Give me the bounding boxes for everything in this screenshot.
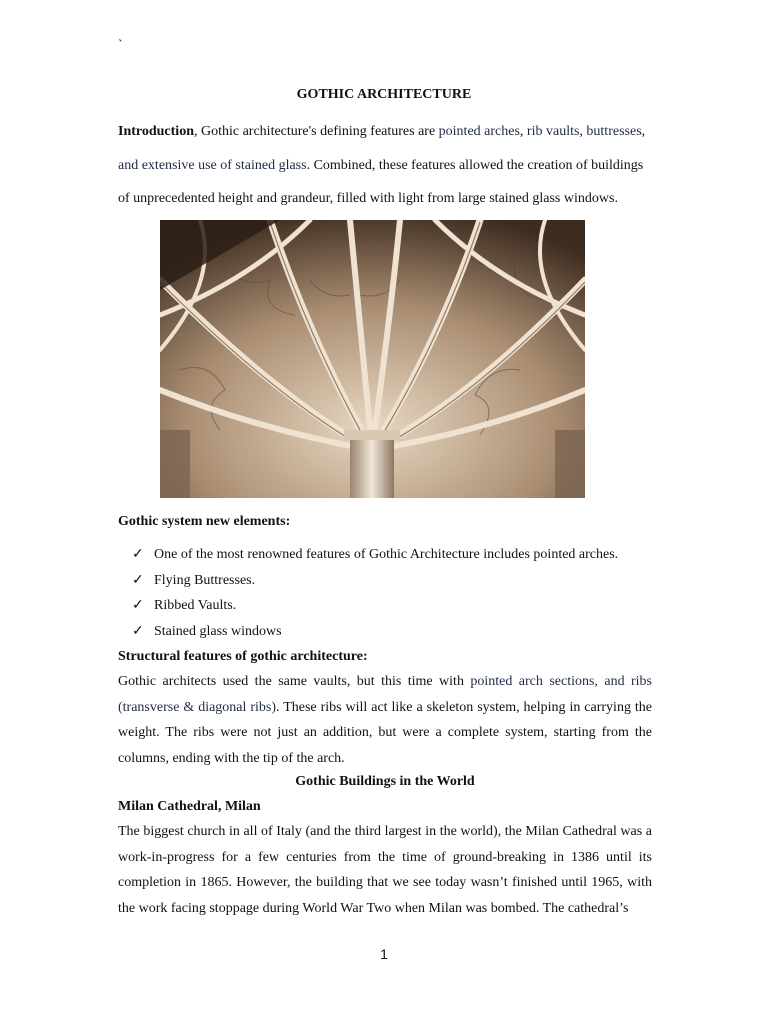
section-heading-new-elements: Gothic system new elements: (118, 514, 291, 529)
page-title: GOTHIC ARCHITECTURE (296, 87, 472, 102)
list-item-text: One of the most renowned features of Gothic Architecture includes pointed arches. (154, 547, 619, 562)
list-item-text: Ribbed Vaults. (154, 598, 237, 613)
check-icon: ✓ (132, 547, 144, 562)
intro-text-4: , (641, 124, 646, 139)
milan-cathedral-paragraph: The biggest church in all of Italy (and the third largest in the world), the Milan Cathedral was a work-in-progress for a few centuries from the time of ground-breaking in 1386 until its completion in 1865. However, the building that we see today wasn’t finished until 1965, with the work facing stoppage during World War Two when Milan was bombed. The cathedral’s (118, 824, 652, 916)
subheading-milan-cathedral: Milan Cathedral, Milan (118, 799, 261, 814)
gothic-rib-vault-photo-icon (160, 220, 585, 498)
intro-link-buttresses[interactable]: buttresses (586, 124, 642, 139)
intro-text-5: . Combined, these features allowed the creation of buildings of unprecedented height and grandeur, filled with light from large stained glass windows. (118, 157, 644, 206)
intro-label: Introduction (118, 124, 194, 139)
check-icon: ✓ (132, 572, 144, 588)
intro-link-rib-vaults[interactable]: rib vaults (526, 124, 580, 139)
list-item-text: Flying Buttresses. (154, 572, 256, 588)
section-heading-gothic-buildings: Gothic Buildings in the World (295, 774, 475, 789)
check-icon: ✓ (132, 598, 144, 613)
structural-features-paragraph (118, 669, 652, 771)
structural-link-ribs[interactable]: pointed arch sections, and ribs (transverse & diagonal ribs) (118, 674, 653, 715)
structural-text-2: . These ribs will act like a skeleton system, helping in carrying the weight. The ribs were not just an addition, but were a complete system, starting from the columns, ending with the tip of the arch. (118, 699, 652, 766)
intro-text-1: , Gothic architecture's defining features are (193, 124, 439, 139)
list-item (132, 571, 618, 597)
section-heading-structural-features: Structural features of gothic architecture: (118, 649, 368, 664)
intro-link-stained-glass[interactable]: and extensive use of stained glass (118, 157, 307, 173)
structural-text-1: Gothic architects used the same vaults, but this time with (118, 674, 471, 689)
list-item (132, 545, 618, 571)
intro-link-pointed-arches[interactable]: pointed arches (438, 124, 520, 139)
stray-mark: ` (118, 38, 123, 53)
list-item (132, 596, 618, 622)
check-icon: ✓ (132, 623, 144, 639)
new-elements-list (132, 545, 618, 647)
intro-text-3: , (579, 124, 587, 139)
page-number: 1 (380, 946, 388, 962)
intro-text-2: , (519, 124, 527, 139)
intro-paragraph (118, 115, 652, 216)
list-item-text: Stained glass windows (154, 623, 282, 639)
list-item (132, 622, 618, 648)
